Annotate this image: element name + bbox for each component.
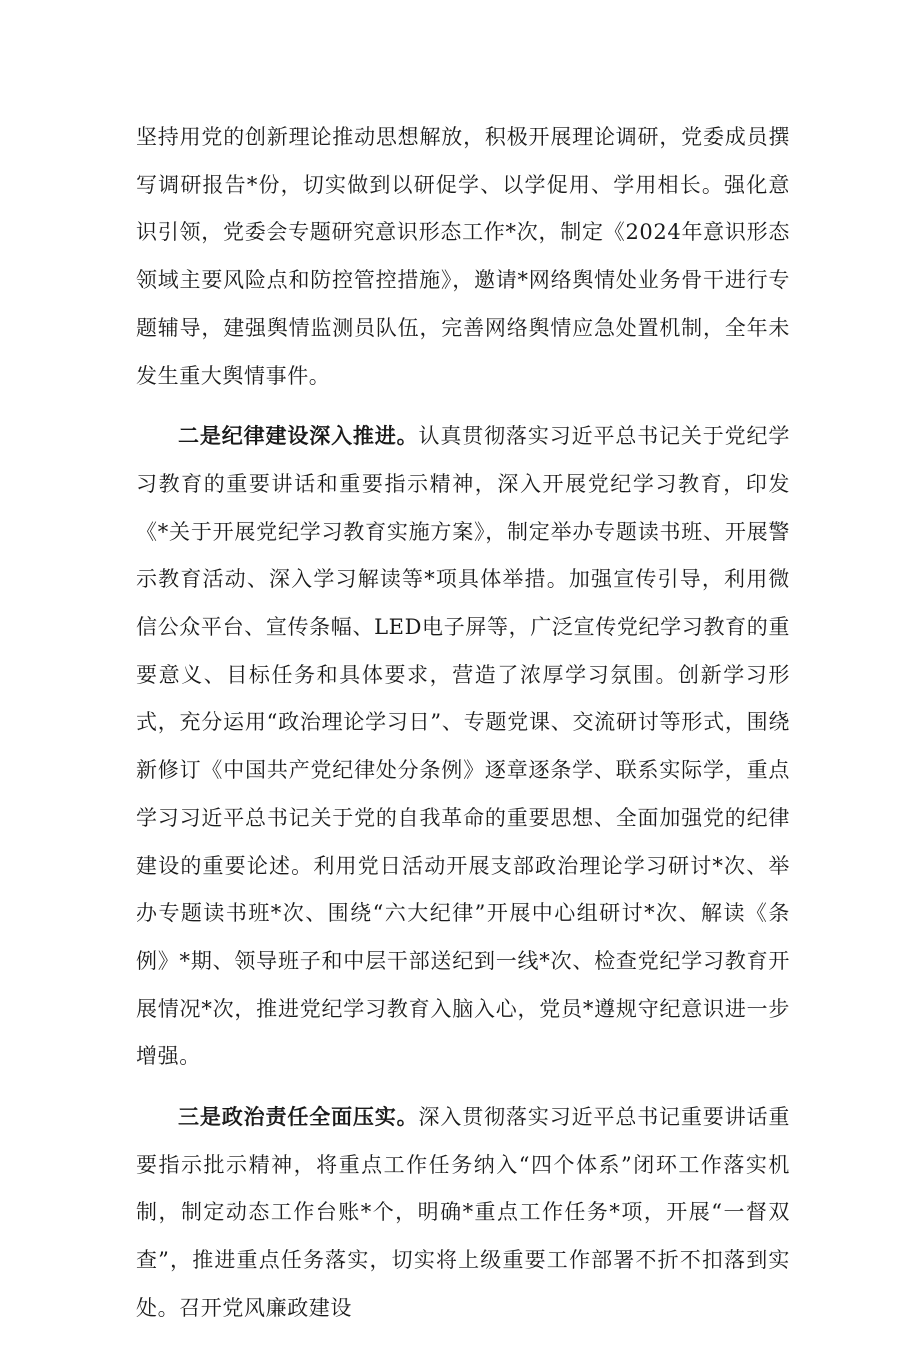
paragraph-responsibility — [136, 1093, 790, 1333]
paragraph-body: 坚持用党的创新理论推动思想解放，积极开展理论调研，党委成员撰写调研报告*份，切实做到以研促学、以学促用、学用相长。强化意识引领，党委会专题研究意识形态工作*次，制定《2024年意识形态领域主要风险点和防控管控措施》，邀请*网络舆情处业务骨干进行专题辅导，建强舆情监测员队伍，完善网络舆情应急处置机制，全年未发生重大舆情事件。 — [136, 125, 790, 388]
paragraph-ideology — [136, 113, 790, 400]
paragraph-lead: 二是纪律建设深入推进。 — [178, 423, 419, 449]
paragraph-discipline — [136, 412, 790, 1081]
document-page — [136, 113, 790, 1345]
paragraph-lead: 三是政治责任全面压实。 — [178, 1104, 419, 1130]
paragraph-body: 深入贯彻落实习近平总书记重要讲话重要指示批示精神，将重点工作任务纳入“四个体系”闭环工作落实机制，制定动态工作台账*个，明确*重点工作任务*项，开展“一督双查”，推进重点任务落实，切实将上级重要工作部署不折不扣落到实处。召开党风廉政建设 — [136, 1105, 790, 1320]
paragraph-body: 认真贯彻落实习近平总书记关于党纪学习教育的重要讲话和重要指示精神，深入开展党纪学习教育，印发《*关于开展党纪学习教育实施方案》，制定举办专题读书班、开展警示教育活动、深入学习解读等*项具体举措。加强宣传引导，利用微信公众平台、宣传条幅、LED电子屏等，广泛宣传党纪学习教育的重要意义、目标任务和具体要求，营造了浓厚学习氛围。创新学习形式，充分运用“政治理论学习日”、专题党课、交流研讨等形式，围绕新修订《中国共产党纪律处分条例》逐章逐条学、联系实际学，重点学习习近平总书记关于党的自我革命的重要思想、全面加强党的纪律建设的重要论述。利用党日活动开展支部政治理论学习研讨*次、举办专题读书班*次、围绕“六大纪律”开展中心组研讨*次、解读《条例》*期、领导班子和中层干部送纪到一线*次、检查党纪学习教育开展情况*次，推进党纪学习教育入脑入心，党员*遵规守纪意识进一步增强。 — [136, 424, 790, 1069]
